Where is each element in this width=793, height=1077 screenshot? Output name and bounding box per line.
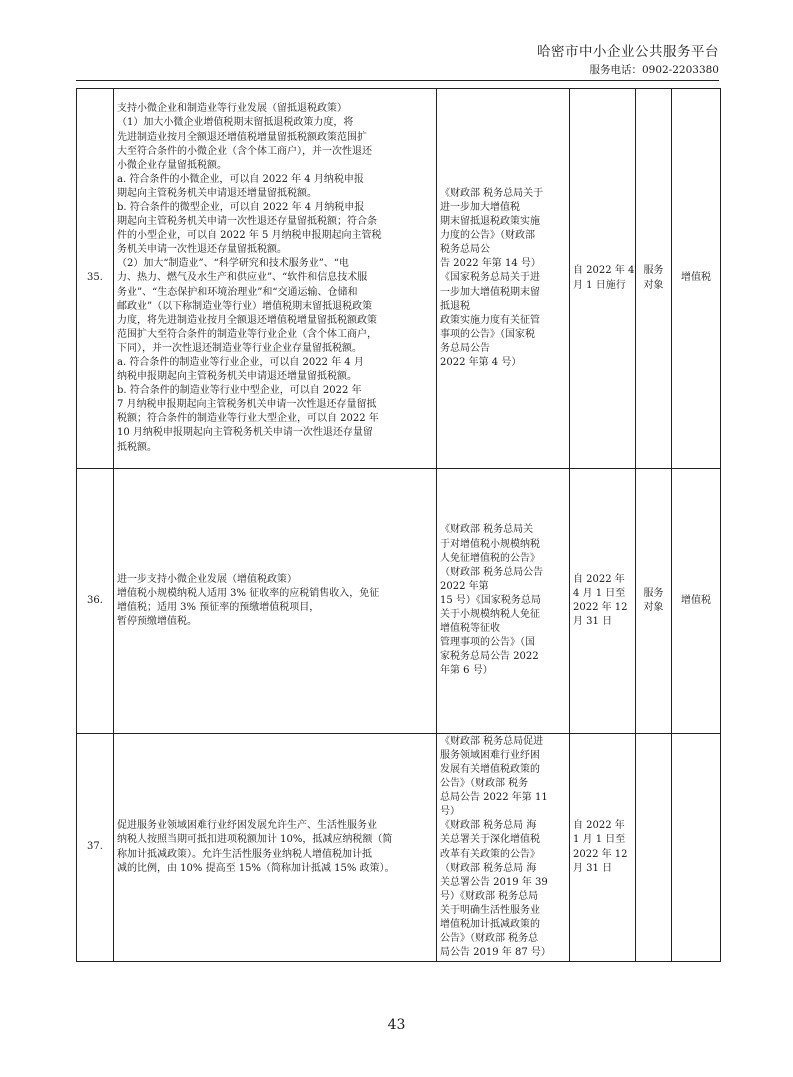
policy-line: 号）《财政部 税务总局 [440,890,539,902]
policy-content [114,89,437,469]
content-line: 力、热力、燃气及水生产和供应业”、“软件和信息技术服 [117,272,368,284]
platform-title: 哈密市中小企业公共服务平台 [537,44,719,60]
content-line: 税额；符合条件的制造业等行业大型企业，可以自 2022 年 [117,413,379,425]
policy-line: 家税务总局公告 2022 [440,651,539,663]
policy-line: 于对增值税小规模纳税 [440,538,540,550]
content-line: 件的小型企业，可以自 2022 年 5 月纳税申报期起向主管税 [117,230,382,242]
policy-line: 《财政部 税务总局 海 [440,820,537,832]
content-line: 先进制造业按月全额退还增值税增量留抵税额政策范围扩 [117,131,367,143]
policy-line: 公告》（财政部 税务 [440,778,529,790]
policy-line: 关于明确生活性服务业 [440,904,540,916]
policy-line: （财政部 税务总局 海 [440,862,537,874]
content-line: 务业”、“生态保护和环境治理业”和“交通运输、仓储和 [117,286,358,298]
effective-period [570,734,636,962]
policy-line: 关总署关于深化增值税 [440,834,540,846]
period-line: 2022 年 12 [573,848,628,860]
content-line: 期起向主管税务机关申请退还增量留抵税额。 [117,187,317,199]
policy-line: 服务领域困难行业纾困 [440,749,540,761]
content-line: 下同），并一次性退还制造业等行业企业存量留抵税额。 [117,342,362,354]
policy-line: 《财政部 税务总局关 [440,524,534,536]
content-line: 范围扩大至符合条件的制造业等行业企业（含个体工商户， [117,328,377,340]
content-line: 增值税；适用 3% 预征率的预缴增值税项目， [117,602,320,613]
policy-line: 局公告 2019 年 87 号） [440,947,551,959]
policy-line: 增值税加计抵减政策的 [440,918,540,930]
content-line: 小微企业存量留抵税额。 [117,159,227,171]
tax-type: 增值税 [672,469,721,734]
content-line: （2）加大“制造业”、“科学研究和技术服务业”、“电 [117,258,349,270]
period-line: 自 2022 年 4 [573,265,635,277]
row-number: 35. [77,89,114,469]
policy-table [76,88,721,962]
tax-type [672,734,721,962]
policy-line: 增值税等征收 [440,623,500,635]
content-line: b. 符合条件的微型企业，可以自 2022 年 4 月纳税申报 [117,201,365,213]
object-line: 服务 [643,587,664,599]
tax-type: 增值税 [672,89,721,469]
policy-line: 号） [440,806,460,818]
content-line: 期起向主管税务机关申请一次性退还存量留抵税额；符合条 [117,216,377,228]
table-row [77,89,721,469]
effective-period [570,469,636,734]
period-line: 自 2022 年 [573,573,625,585]
content-line: 促进服务业领域困难行业纾困发展允许生产、生活性服务业 [117,820,377,832]
content-line: 纳税人按照当期可抵扣进项税额加计 10%，抵减应纳税额（简 [117,834,393,846]
policy-content [114,469,437,734]
policy-line: 《财政部 税务总局促进 [440,735,544,747]
table-row [77,469,721,734]
service-phone: 服务电话：0902-2203380 [589,64,719,76]
policy-line: 务总局公告 [440,342,490,354]
policy-line: 年第 6 号） [440,665,493,677]
policy-line: 关于小规模纳税人免征 [440,609,540,621]
content-line: （1）加大小微企业增值税期末留抵退税政策力度，将 [117,117,354,129]
policy-line: 进一步加大增值税 [440,201,520,213]
content-line: 支持小微企业和制造业等行业发展（留抵退税政策） [117,103,347,115]
policy-line: 总局公告 2022 年第 11 [440,792,548,804]
effective-period [570,89,636,469]
policy-basis [437,469,570,734]
period-line: 月 1 日施行 [573,279,626,291]
page-number: 43 [387,1017,406,1033]
policy-basis [437,734,570,962]
period-line: 自 2022 年 [573,820,625,832]
content-line: 大至符合条件的小微企业（含个体工商户），并一次性退还 [117,145,372,157]
service-object [636,89,672,469]
period-line: 月 31 日 [573,616,613,628]
policy-line: 《国家税务总局关于进 [440,272,540,284]
policy-line: 改革有关政策的公告》 [440,848,540,860]
period-line: 月 31 日 [573,862,613,874]
policy-line: 管理事项的公告》（国 [440,637,535,649]
object-line: 对象 [643,279,664,291]
policy-line: 2022 年第 [440,580,489,592]
row-number: 37. [77,734,114,962]
content-line: 称加计抵减政策）。允许生活性服务业纳税人增值税加计抵 [117,848,372,860]
period-line: 4 月 1 日至 [573,587,626,599]
content-line: b. 符合条件的制造业等行业中型企业，可以自 2022 年 [117,385,362,397]
content-line: 力度，将先进制造业按月全额退还增值税增量留抵税额政策 [117,314,377,326]
content-line: 暂停预缴增值税。 [117,616,197,628]
object-line: 服务 [643,265,664,277]
policy-line: 告 2022 年第 14 号） [440,258,541,270]
policy-line: （财政部 税务总局公告 [440,566,544,578]
service-object [636,734,672,962]
header-divider [76,80,719,81]
policy-line: 《财政部 税务总局关于 [440,187,544,199]
period-line: 1 月 1 日至 [573,834,626,846]
content-line: 纳税申报期起向主管税务机关申请退还增量留抵税额。 [117,371,357,383]
object-line: 对象 [643,602,664,613]
content-line: a. 符合条件的小微企业，可以自 2022 年 4 月纳税申报 [117,173,364,185]
policy-content [114,734,437,962]
table-row [77,734,721,962]
policy-line: 人免征增值税的公告》 [440,552,540,564]
policy-line: 事项的公告》（国家税 [440,328,535,340]
content-line: 10 月纳税申报期起向主管税务机关申请一次性退还存量留 [117,427,373,439]
content-line: 进一步支持小微企业发展（增值税政策） [117,573,297,585]
content-line: 增值税小规模纳税人适用 3% 征收率的应税销售收入，免征 [117,587,380,599]
service-object [636,469,672,734]
period-line: 2022 年 12 [573,602,628,613]
content-line: 务机关申请一次性退还存量留抵税额。 [117,244,287,256]
content-line: 7 月纳税申报期起向主管税务机关申请一次性退还存量留抵 [117,399,377,411]
policy-line: 发展有关增值税政策的 [440,763,540,775]
row-number: 36. [77,469,114,734]
policy-line: 公告》（财政部 税务总 [440,933,539,945]
policy-line: 政策实施力度有关征管 [440,314,540,326]
policy-line: 2022 年第 4 号） [440,357,522,369]
policy-line: 抵退税 [440,300,470,312]
policy-line: 一步加大增值税期末留 [440,286,540,298]
content-line: 减的比例，由 10% 提高至 15%（简称加计抵减 15% 政策）。 [117,862,395,874]
policy-line: 税务总局公 [440,244,490,256]
policy-line: 力度的公告》（财政部 [440,230,535,242]
policy-line: 期末留抵退税政策实施 [440,216,540,228]
policy-basis [437,89,570,469]
policy-line: 15 号）《国家税务总局 [440,594,541,606]
content-line: 抵税额。 [117,441,157,453]
policy-line: 关总署公告 2019 年 39 [440,876,548,888]
content-line: 邮政业”（以下称制造业等行业）增值税期末留抵退税政策 [117,300,373,312]
content-line: a. 符合条件的制造业等行业企业，可以自 2022 年 4 月 [117,357,364,369]
